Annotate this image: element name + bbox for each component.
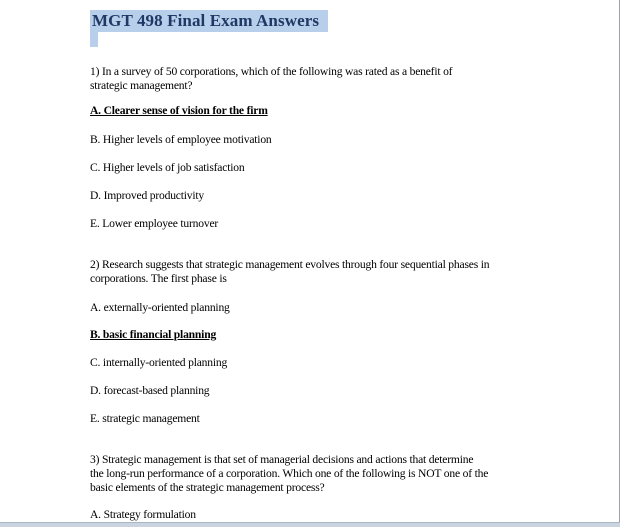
- question-3-prompt-line-2[interactable]: the long-run performance of a corporation. Which one of the following is NOT one of the: [90, 467, 489, 480]
- document-title[interactable]: MGT 498 Final Exam Answers: [92, 11, 320, 30]
- question-2-option-d[interactable]: D. forecast-based planning: [90, 384, 210, 397]
- question-1-option-e[interactable]: E. Lower employee turnover: [90, 217, 219, 230]
- question-1-option-a-correct[interactable]: A. Clearer sense of vision for the firm: [90, 104, 268, 117]
- window-bottom-edge: [0, 522, 620, 527]
- question-1-option-b[interactable]: B. Higher levels of employee motivation: [90, 133, 272, 146]
- question-2-option-a[interactable]: A. externally-oriented planning: [90, 301, 230, 314]
- question-3-prompt-line-3[interactable]: basic elements of the strategic management process?: [90, 481, 325, 494]
- question-1-option-c[interactable]: C. Higher levels of job satisfaction: [90, 161, 245, 174]
- question-2-prompt-line-2[interactable]: corporations. The first phase is: [90, 272, 227, 285]
- question-2-option-c[interactable]: C. internally-oriented planning: [90, 356, 228, 369]
- question-3-prompt-line-1[interactable]: 3) Strategic management is that set of managerial decisions and actions that determine: [90, 453, 474, 466]
- question-3-option-a[interactable]: A. Strategy formulation: [90, 508, 196, 521]
- question-2-option-e[interactable]: E. strategic management: [90, 412, 200, 425]
- question-1-option-d[interactable]: D. Improved productivity: [90, 189, 205, 202]
- question-1-prompt-line-1[interactable]: 1) In a survey of 50 corporations, which of the following was rated as a benefit of: [90, 65, 453, 78]
- question-2-option-b-correct[interactable]: B. basic financial planning: [90, 328, 217, 341]
- question-2-prompt-line-1[interactable]: 2) Research suggests that strategic management evolves through four sequential phases in: [90, 258, 490, 271]
- question-1-prompt-line-2[interactable]: strategic management?: [90, 79, 193, 92]
- title-selection-highlight-tail: [90, 32, 98, 47]
